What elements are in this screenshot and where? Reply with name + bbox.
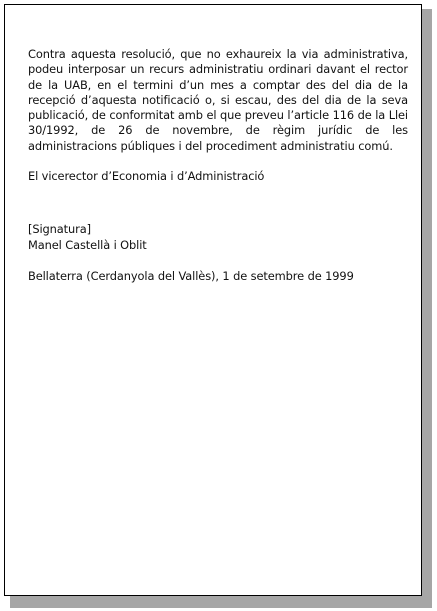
document-page	[4, 4, 422, 596]
signer-name: Manel Castellà i Oblit	[28, 237, 147, 252]
resolution-paragraph: Contra aquesta resolució, que no exhaureix la via administrativa, podeu interposar un recurs administratiu ordinari davant el rector de la UAB, en el termini d’un mes a comptar des del dia de la recepció d’aquesta notificació o, si escau, des del dia de la seva publicació, de conformitat amb el que preveu l’article 116 de la Llei 30/1992, de 26 de novembre, de règim jurídic de les administracions públiques i del procediment administratiu comú.	[28, 47, 408, 153]
place-and-date: Bellaterra (Cerdanyola del Vallès), 1 de setembre de 1999	[28, 268, 354, 283]
signer-title: El vicerector d’Economia i d’Administració	[28, 169, 265, 184]
signature-placeholder: [Signatura]	[28, 222, 91, 237]
document-body	[28, 47, 408, 284]
